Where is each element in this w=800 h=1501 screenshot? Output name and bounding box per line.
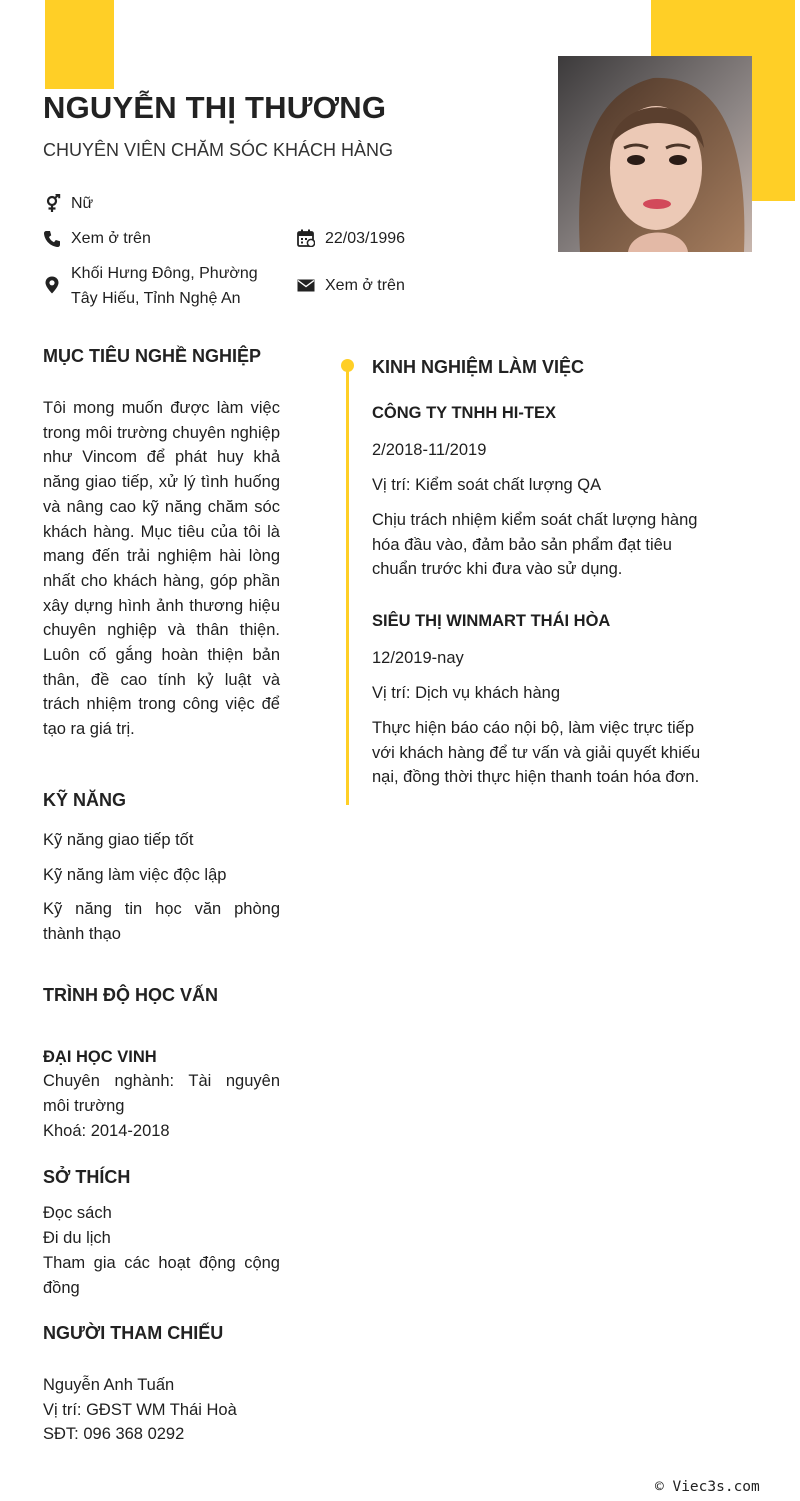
education-school: ĐẠI HỌC VINH	[43, 1048, 157, 1066]
job-period: 2/2018-11/2019	[372, 441, 487, 459]
candidate-name: NGUYỄN THỊ THƯƠNG	[43, 90, 387, 125]
timeline-dot	[341, 359, 354, 372]
job-company: SIÊU THỊ WINMART THÁI HÒA	[372, 612, 611, 630]
phone-value: Xem ở trên	[71, 230, 151, 247]
reference-phone: SĐT: 096 368 0292	[43, 1425, 185, 1443]
phone-icon	[43, 230, 61, 248]
skills-title: KỸ NĂNG	[43, 790, 127, 810]
hobby-item: Đọc sách	[43, 1204, 112, 1222]
hobbies-title: SỞ THÍCH	[43, 1167, 131, 1187]
job-company: CÔNG TY TNHH HI-TEX	[372, 404, 556, 422]
hobby-item: Đi du lịch	[43, 1229, 111, 1247]
location-pin-icon	[43, 276, 61, 294]
candidate-job-title: CHUYÊN VIÊN CHĂM SÓC KHÁCH HÀNG	[43, 140, 394, 160]
address-line2: Tây Hiếu, Tỉnh Nghệ An	[71, 290, 241, 307]
education-major: Chuyên nghành: Tài nguyên môi trường	[43, 1072, 280, 1115]
job-period: 12/2019-nay	[372, 649, 464, 667]
job-position: Vị trí: Dịch vụ khách hàng	[372, 684, 561, 702]
skill-item: Kỹ năng làm việc độc lập	[43, 866, 227, 884]
gender-value: Nữ	[71, 195, 94, 212]
objective-title: MỤC TIÊU NGHỀ NGHIỆP	[43, 346, 262, 366]
experience-title: KINH NGHIỆM LÀM VIỆC	[372, 357, 585, 377]
skill-item: Kỹ năng tin học văn phòng thành thạo	[43, 900, 280, 943]
envelope-icon	[297, 277, 315, 295]
reference-title: NGƯỜI THAM CHIẾU	[43, 1323, 224, 1343]
job-description: Chịu trách nhiệm kiểm soát chất lượng hàng hóa đầu vào, đảm bảo sản phẩm đạt tiêu chuẩn trước khi đưa vào sử dụng.	[372, 511, 698, 579]
profile-photo	[558, 56, 752, 252]
reference-position: Vị trí: GĐST WM Thái Hoà	[43, 1401, 237, 1419]
email-value: Xem ở trên	[325, 277, 405, 294]
job-description: Thực hiện báo cáo nội bộ, làm việc trực tiếp với khách hàng để tư vấn và giải quyết khiếu nại, đồng thời thực hiện thanh toán hóa đơn.	[372, 719, 701, 787]
footer-copyright: © Viec3s.com	[655, 1479, 760, 1495]
birthday-value: 22/03/1996	[325, 230, 406, 247]
objective-text: Tôi mong muốn được làm việc trong môi trường chuyên nghiệp như Vincom để phát huy khả năng giao tiếp, xử lý tình huống và nâng cao kỹ năng chăm sóc khách hàng. Mục tiêu của tôi là mang đến trải nghiệm hài lòng nhất cho khách hàng, góp phần xây dựng hình ảnh thương hiệu chuyên nghiệp và thân thiện. Luôn cố gắng hoàn thiện bản thân, đề cao tính kỷ luật và trách nhiệm trong công việc để tạo ra giá trị.	[43, 399, 280, 739]
gender-icon	[43, 194, 61, 212]
address-line1: Khối Hưng Đông, Phường	[71, 265, 258, 282]
education-course: Khoá: 2014-2018	[43, 1122, 170, 1140]
reference-name: Nguyễn Anh Tuấn	[43, 1376, 175, 1394]
decor-yellow-block-left	[45, 0, 114, 89]
hobby-item: Tham gia các hoạt động cộng đồng	[43, 1254, 280, 1297]
calendar-icon	[297, 229, 315, 247]
timeline-line	[346, 360, 349, 805]
skill-item: Kỹ năng giao tiếp tốt	[43, 831, 194, 849]
education-title: TRÌNH ĐỘ HỌC VẤN	[43, 985, 218, 1005]
job-position: Vị trí: Kiểm soát chất lượng QA	[372, 476, 602, 494]
